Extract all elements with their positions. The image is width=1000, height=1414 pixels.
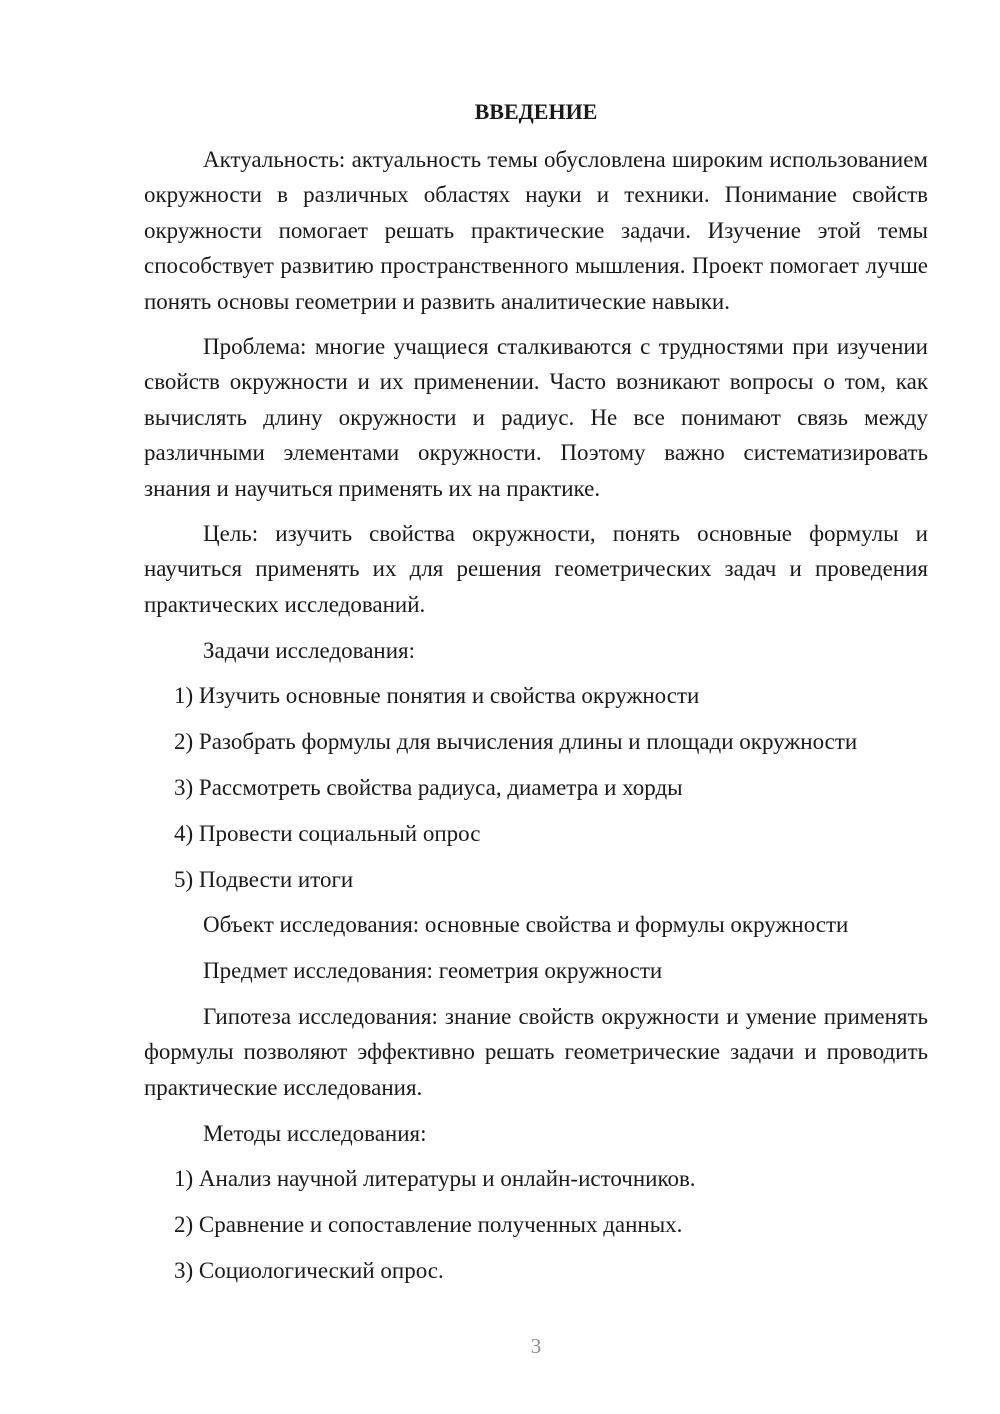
methods-heading: Методы исследования:	[203, 1120, 427, 1146]
page-number: 3	[530, 1334, 542, 1358]
list-item: 3) Социологический опрос.	[174, 1258, 444, 1284]
page-title: ВВЕДЕНИЕ	[474, 99, 598, 124]
list-item: 4) Провести социальный опрос	[174, 820, 481, 846]
list-item: 2) Сравнение и сопоставление полученных данных.	[174, 1212, 683, 1238]
tasks-heading: Задачи исследования:	[203, 637, 416, 663]
page-content	[144, 94, 928, 1288]
problem-paragraph: Проблема: многие учащиеся сталкиваются с трудностями при изучении свойств окружности и их применении. Часто возникают вопросы о том, как вычислять длину окружности и радиус. Не все понимают связь между различными элементами окружности. Поэтому важно систематизировать знания и научиться применять их на практике.	[144, 334, 928, 501]
list-item: 1) Изучить основные понятия и свойства окружности	[174, 683, 700, 709]
tasks-list	[144, 678, 928, 897]
methods-list	[144, 1161, 928, 1288]
research-object: Объект исследования: основные свойства и формулы окружности	[203, 912, 849, 938]
relevance-paragraph: Актуальность: актуальность темы обусловлена широким использованием окружности в различных областях науки и техники. Понимание свойств окружности помогает решать практические задачи. Изучение этой темы способствует развитию пространственного мышления. Проект помогает лучше понять основы геометрии и развить аналитические навыки.	[144, 147, 928, 314]
hypothesis-paragraph: Гипотеза исследования: знание свойств окружности и умение применять формулы позволяют эффективно решать геометрические задачи и проводить практические исследования.	[144, 1004, 928, 1100]
list-item: 3) Рассмотреть свойства радиуса, диаметра и хорды	[174, 775, 683, 801]
list-item: 5) Подвести итоги	[174, 866, 354, 892]
research-subject: Предмет исследования: геометрия окружности	[203, 958, 663, 984]
list-item: 2) Разобрать формулы для вычисления длины и площади окружности	[174, 729, 858, 755]
list-item: 1) Анализ научной литературы и онлайн-источников.	[174, 1166, 696, 1192]
goal-paragraph: Цель: изучить свойства окружности, понять основные формулы и научиться применять их для решения геометрических задач и проведения практических исследований.	[144, 521, 928, 617]
